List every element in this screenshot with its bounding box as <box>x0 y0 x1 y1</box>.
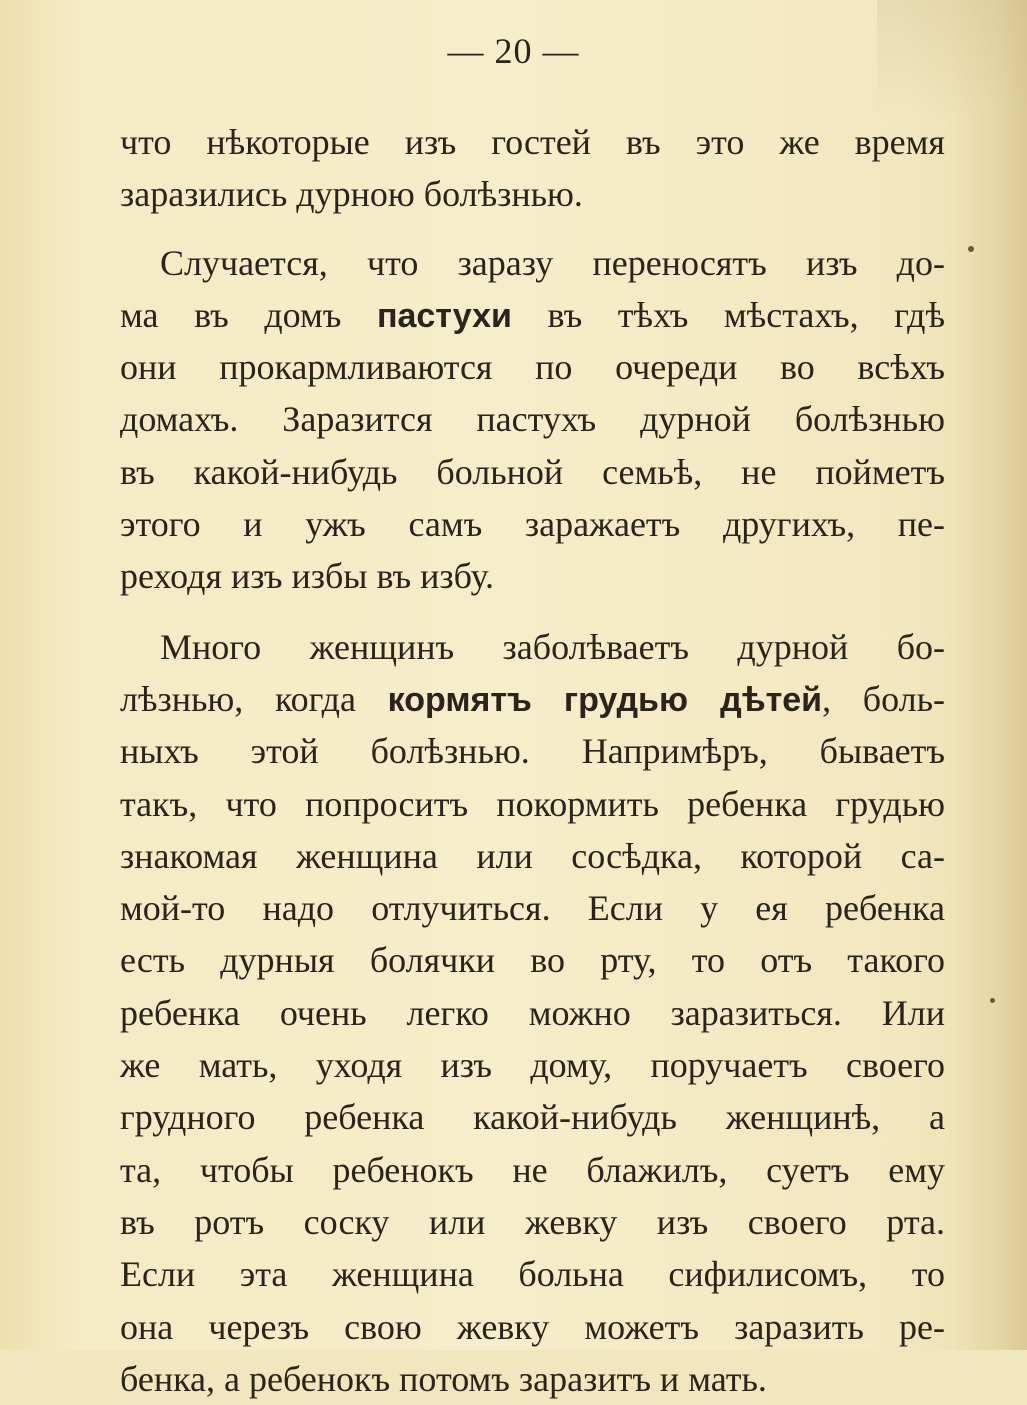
text-line: бенка, а ребенокъ потомъ заразитъ и мать. <box>120 1358 767 1399</box>
text-line: ма въ домъ пастухи въ тѣхъ мѣстахъ, гдѣ <box>120 294 945 335</box>
paragraph-gap <box>120 221 945 237</box>
text-line: заразились дурною болѣзнью. <box>120 174 583 215</box>
page-body <box>120 116 945 1405</box>
emphasis-herders: пастухи <box>376 296 512 335</box>
ink-speck <box>990 998 995 1003</box>
paragraph-gap <box>120 603 945 621</box>
text-line: такъ, что попроситъ покормить ребенка грудью <box>120 783 945 824</box>
text-line: мой-то надо отлучиться. Если у ея ребенка <box>120 888 945 929</box>
ink-speck <box>968 246 974 252</box>
text-line: та, чтобы ребенокъ не блажилъ, суетъ ему <box>120 1149 945 1190</box>
text-line: ребенка очень легко можно заразиться. Или <box>120 992 945 1033</box>
text-line: есть дурныя болячки во рту, то отъ такого <box>120 940 945 981</box>
text-line: въ какой-нибудь больной семьѣ, не пойметъ <box>120 451 945 492</box>
text-line: грудного ребенка какой-нибудь женщинѣ, а <box>120 1097 945 1138</box>
text-line: въ ротъ соску или жевку изъ своего рта. <box>120 1201 945 1242</box>
text-line: они прокармливаются по очереди во всѣхъ <box>120 347 945 388</box>
text-line: что нѣкоторые изъ гостей въ это же время <box>120 122 945 162</box>
text-line: лѣзнью, когда кормятъ грудью дѣтей, боль- <box>120 678 946 719</box>
text-line: Случается, что заразу переносятъ изъ до- <box>160 242 945 283</box>
text-line: ныхъ этой болѣзнью. Напримѣръ, бываетъ <box>120 731 945 772</box>
page-number: — 20 — <box>447 31 580 71</box>
emphasis-breastfeeding: кормятъ грудью дѣтей <box>387 680 823 719</box>
text-line: же мать, уходя изъ дому, поручаетъ своего <box>120 1045 945 1086</box>
text-line: домахъ. Заразится пастухъ дурной болѣзнью <box>120 399 945 440</box>
text-line: реходя изъ избы въ избу. <box>120 556 494 597</box>
text-line: Если эта женщина больна сифилисомъ, то <box>120 1254 945 1295</box>
text-line: этого и ужъ самъ заражаетъ другихъ, пе- <box>120 504 945 545</box>
text-line: знакомая женщина или сосѣдка, которой са- <box>120 835 945 876</box>
page-edge-shadow <box>947 0 1027 1350</box>
text-line: она черезъ свою жевку можетъ заразить ре- <box>120 1306 945 1347</box>
text-line: Много женщинъ заболѣваетъ дурной бо- <box>160 626 945 667</box>
